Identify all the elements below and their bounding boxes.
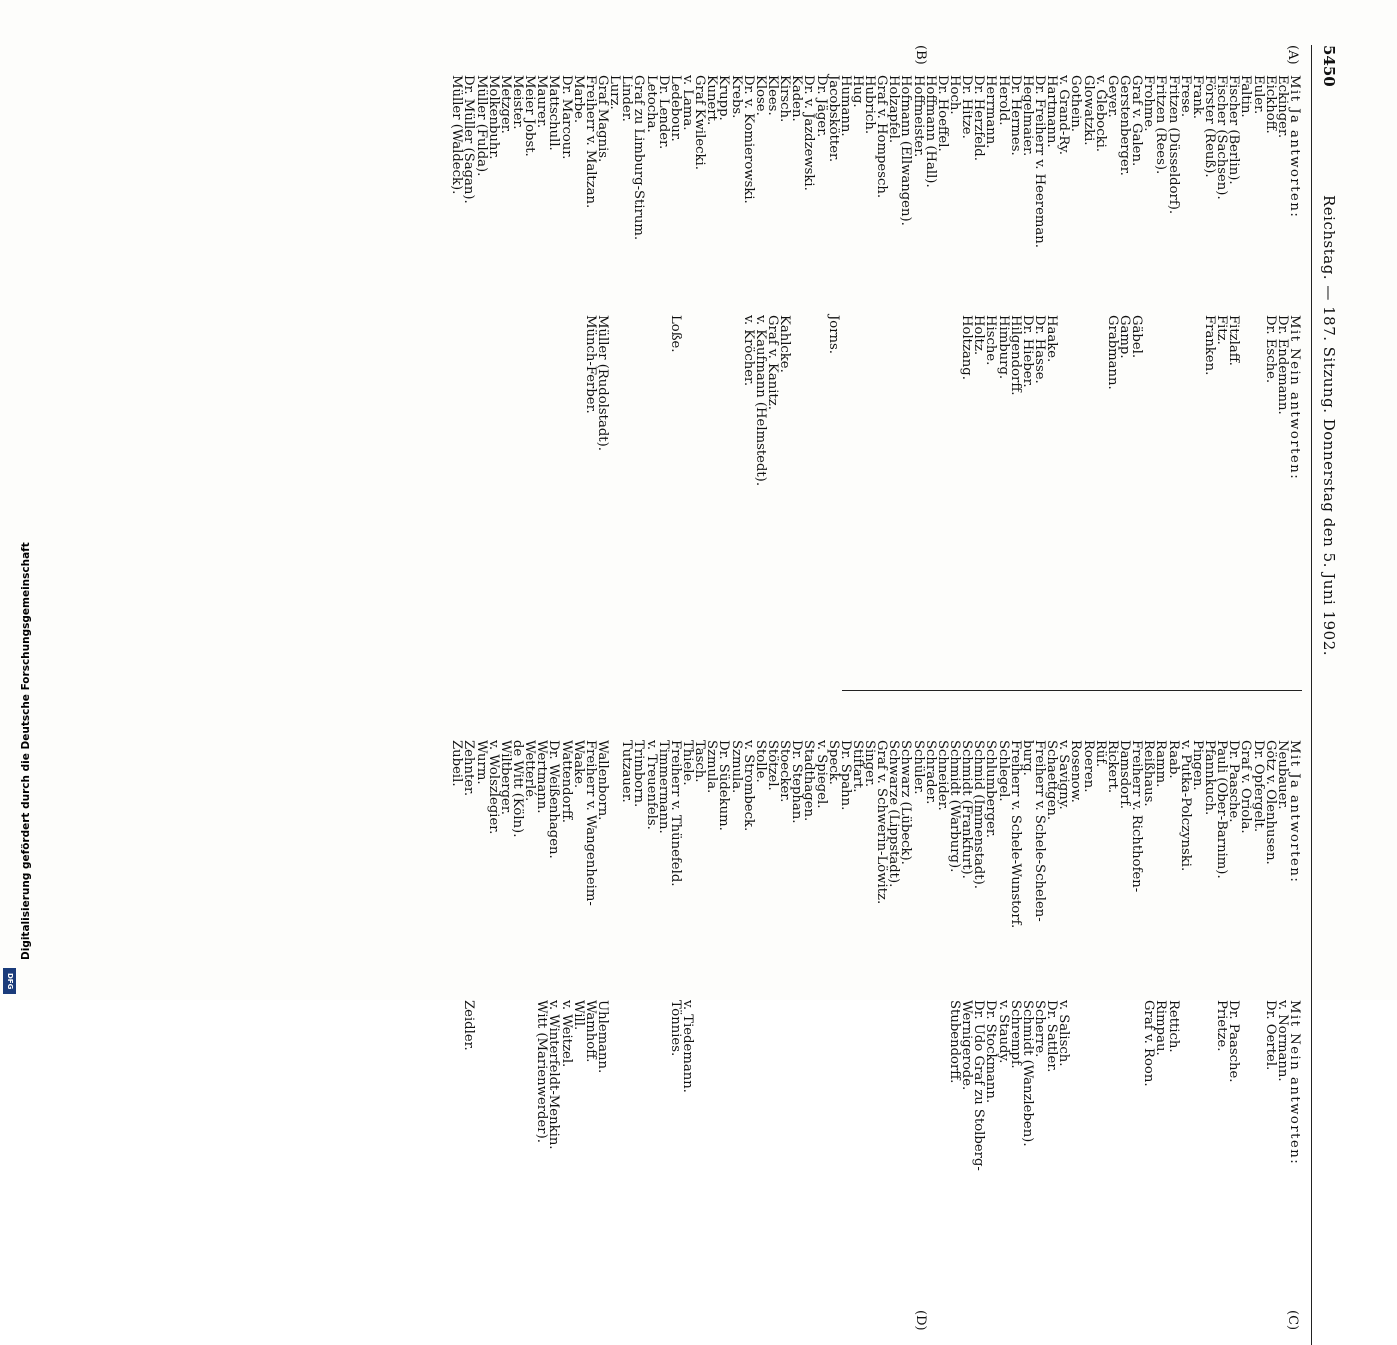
- name-entry: [657, 315, 669, 486]
- name-entry: [754, 1000, 766, 1171]
- name-entry: Witt (Marienwerder).: [534, 1000, 550, 1143]
- name-entry: Dr. Jäger.: [813, 75, 829, 138]
- name-entry: Hoffmann (Hall).: [922, 75, 938, 188]
- name-entry: Stoecker.: [777, 740, 793, 803]
- column-heading: Mit Nein antworten:: [1287, 1000, 1302, 1166]
- name-entry: Dr. Hitze.: [959, 75, 975, 139]
- header-rule: [1311, 45, 1312, 1345]
- name-entry: Graf v. Roon.: [1141, 1000, 1157, 1087]
- name-entry: Wurm.: [473, 740, 489, 785]
- name-entry: Maurer.: [534, 75, 550, 129]
- name-entry: Linder.: [619, 75, 635, 122]
- name-entry: Graf v. Schwerin-Löwitz.: [874, 740, 890, 905]
- name-entry: [657, 1000, 669, 1171]
- name-entry: [912, 1000, 924, 1171]
- name-entry: Fritzen (Rees).: [1153, 75, 1169, 175]
- name-entry: Wiltberger.: [497, 740, 513, 815]
- name-entry: Müller (Fulda).: [473, 75, 489, 177]
- name-entry: Eckinger.: [1274, 75, 1290, 139]
- name-entry: [1106, 1000, 1118, 1171]
- name-entry: Jorns.: [825, 315, 841, 354]
- name-entry: [802, 1000, 814, 1171]
- name-entry: Zubeil.: [449, 740, 465, 787]
- name-entry: Dr. Spahn.: [837, 740, 853, 811]
- name-entry: v. Staudy.: [995, 1000, 1011, 1064]
- name-entry: Thiele.: [679, 740, 695, 786]
- name-entry: Förster (Reuß).: [1202, 75, 1218, 178]
- name-entry: Pingen.: [1189, 740, 1205, 791]
- name-entry: [924, 1000, 936, 1171]
- name-entry: Dr. Hermes.: [1007, 75, 1023, 156]
- name-entry: Dr. v. Komierowski.: [740, 75, 756, 204]
- name-entry: Rickert.: [1104, 740, 1120, 794]
- name-entry: [705, 1000, 717, 1171]
- name-entry: v. Kaufmann (Helmstedt).: [752, 315, 768, 487]
- name-entry: Geyer.: [1104, 75, 1120, 118]
- name-entry: Metzger.: [497, 75, 513, 134]
- name-entry: v. Glebocki.: [1092, 75, 1108, 152]
- name-entry: Dr. Paasche.: [1226, 1000, 1242, 1083]
- name-entry: Waake.: [570, 740, 586, 789]
- name-entry: Trimborn.: [631, 740, 647, 808]
- name-entry: Graf Kwilecki.: [692, 75, 708, 170]
- name-entry: [1154, 315, 1166, 486]
- name-entry: Ledebour.: [667, 75, 683, 142]
- name-entry: Tönnies.: [667, 1000, 683, 1057]
- name-entry: [693, 315, 705, 486]
- name-entry: Dr. Weißenhagen.: [546, 740, 562, 859]
- name-entry: Freiherr v. Schele-Wunstorf.: [1007, 740, 1023, 929]
- name-entry: Wallenborn.: [594, 740, 610, 821]
- name-entry: Glowatzki.: [1080, 75, 1096, 146]
- name-entry: v. Wolszlegier.: [485, 740, 501, 835]
- margin-mark-b: (B): [913, 45, 928, 65]
- name-entry: Klose.: [752, 75, 768, 116]
- name-entry: [936, 315, 948, 486]
- name-entry: Schüler.: [910, 740, 926, 795]
- name-entry: Herrmann.: [983, 75, 999, 149]
- name-entry: [1251, 1000, 1263, 1171]
- name-entry: Dr. v. Jazdzewski.: [801, 75, 817, 191]
- name-entry: Damsdorf.: [1117, 740, 1133, 809]
- name-entry: [1081, 1000, 1093, 1171]
- name-entry: Singer.: [862, 740, 878, 788]
- name-entry: Eickhoff.: [1262, 75, 1278, 134]
- name-entry: Klees.: [764, 75, 780, 116]
- name-entry: Gothein.: [1068, 75, 1084, 132]
- name-entry: [632, 315, 644, 486]
- name-entry: [1057, 315, 1069, 486]
- name-entry: Dr. Opfergelt.: [1250, 740, 1266, 833]
- name-entry: Gäbel.: [1129, 315, 1145, 359]
- name-entry: [620, 1000, 632, 1171]
- name-entry: Hoffmeister.: [910, 75, 926, 158]
- name-entry: Hoch.: [947, 75, 963, 115]
- name-entry: [887, 315, 899, 486]
- name-entry: Graf v. Oriola.: [1238, 740, 1254, 834]
- digitization-note: Digitalisierung gefördert durch die Deutsche Forschungsgemeinschaft: [20, 542, 32, 960]
- name-entry: [511, 1000, 523, 1171]
- name-entry: Frank.: [1189, 75, 1205, 119]
- name-entry: [742, 1000, 754, 1171]
- name-entry: Scherre.: [1032, 1000, 1048, 1058]
- column-left-no: [584, 315, 1300, 486]
- name-entry: Dr. Marcour.: [558, 75, 574, 160]
- name-entry: Dr. Freiherr v. Heereman.: [1032, 75, 1048, 248]
- name-entry: Hubrich.: [862, 75, 878, 135]
- name-entry: Dr. Stockmann.: [983, 1000, 999, 1104]
- name-entry: Fischer (Berlin).: [1226, 75, 1242, 185]
- name-entry: [1069, 315, 1081, 486]
- name-entry: Dr. Herzfeld.: [971, 75, 987, 161]
- name-entry: v. Grand-Ry.: [1056, 75, 1072, 155]
- name-entry: v. Savigny.: [1056, 740, 1072, 810]
- name-entry: v. Spiegel.: [813, 740, 829, 809]
- name-entry: [875, 315, 887, 486]
- name-entry: Graf v. Kanitz.: [764, 315, 780, 410]
- name-entry: [1179, 315, 1191, 486]
- name-entry: Wattendorff.: [558, 740, 574, 823]
- name-entry: Frese.: [1177, 75, 1193, 118]
- name-entry: Kunert.: [704, 75, 720, 126]
- name-entry: Speck.: [825, 740, 841, 785]
- name-entry: Stadthagen.: [801, 740, 817, 822]
- name-entry: Szmula.: [728, 740, 744, 794]
- name-entry: Mattschull.: [546, 75, 562, 151]
- name-entry: Loße.: [667, 315, 683, 353]
- name-entry: Dr. Esche.: [1262, 315, 1278, 384]
- name-entry: Rosenow.: [1068, 740, 1084, 803]
- name-entry: Timmermann.: [655, 740, 671, 834]
- name-entry: Freiherr v. Wangenheim-: [582, 740, 598, 906]
- name-entry: Uhlemann.: [594, 1000, 610, 1074]
- column-right-yes: [450, 740, 1300, 928]
- name-entry: [851, 315, 863, 486]
- name-entry: v. Normann.: [1274, 1000, 1290, 1082]
- name-entry: Hartmann.: [1044, 75, 1060, 148]
- name-entry: Graf v. Galen.: [1129, 75, 1145, 167]
- name-entry: Zeidler.: [461, 1000, 477, 1051]
- name-entry: [1239, 1000, 1251, 1171]
- name-entry: Hische.: [983, 315, 999, 366]
- name-entry: v. Strombeck.: [740, 740, 756, 832]
- name-entry: Frohme.: [1141, 75, 1157, 132]
- name-entry: Dr. Hasse.: [1032, 315, 1048, 384]
- margin-mark-c: (C): [1285, 1310, 1300, 1331]
- name-entry: [899, 315, 911, 486]
- name-entry: Stubendorff.: [947, 1000, 963, 1084]
- margin-mark-d: (D): [913, 1310, 928, 1331]
- name-entry: Schrempf.: [1007, 1000, 1023, 1069]
- name-entry: [620, 315, 632, 486]
- name-entry: Schwarz (Lübeck).: [898, 740, 914, 865]
- name-entry: Wernigerode.: [959, 1000, 975, 1091]
- name-entry: Meier Jobst.: [522, 75, 538, 157]
- name-entry: Graf v. Hompesch.: [874, 75, 890, 199]
- name-entry: Dr. Oertel.: [1262, 1000, 1278, 1071]
- name-entry: Schrader.: [922, 740, 938, 805]
- name-entry: [839, 1000, 851, 1171]
- name-entry: [1203, 1000, 1215, 1171]
- name-entry: Schlegel.: [995, 740, 1011, 802]
- name-entry: Gamp.: [1117, 315, 1133, 359]
- name-entry: Freiherr v. Maltzan.: [582, 75, 598, 209]
- name-entry: Zehnter.: [461, 740, 477, 797]
- name-entry: Neubauer.: [1274, 740, 1290, 810]
- name-entry: Fitzlaff.: [1226, 315, 1242, 366]
- name-entry: v. Lama.: [679, 75, 695, 131]
- name-entry: Szmula.: [704, 740, 720, 794]
- name-entry: Kirsch.: [777, 75, 793, 123]
- name-entry: Hofmann (Ellwangen).: [898, 75, 914, 226]
- name-entry: v. Tiedemann.: [679, 1000, 695, 1093]
- name-entry: [802, 315, 814, 486]
- name-entry: Graf zu Limburg-Stirum.: [631, 75, 647, 241]
- name-entry: v. Weitzel.: [558, 1000, 574, 1068]
- name-entry: Graf Magnis.: [594, 75, 610, 163]
- name-entry: [1239, 315, 1251, 486]
- name-entry: [912, 315, 924, 486]
- name-entry: Dr. Udo Graf zu Stolberg-: [971, 1000, 987, 1171]
- name-entry: Wetterlé.: [522, 740, 538, 802]
- name-entry: Krupp.: [716, 75, 732, 121]
- name-entry: Müller (Waldeck).: [449, 75, 465, 195]
- name-entry: [729, 315, 741, 486]
- name-entry: Tutzauer.: [619, 740, 635, 803]
- name-entry: [644, 1000, 656, 1171]
- name-entry: Dr. Hieber.: [1019, 315, 1035, 388]
- name-entry: Wamhoff.: [582, 1000, 598, 1063]
- name-entry: Euler.: [1250, 75, 1266, 115]
- name-entry: Meister.: [510, 75, 525, 130]
- name-entry: Stolle.: [752, 740, 768, 783]
- name-entry: Ramm.: [1153, 740, 1169, 788]
- page-header: [1310, 45, 1340, 1345]
- name-entry: Haake.: [1044, 315, 1060, 363]
- name-entry: Schwarze (Lippstadt).: [886, 740, 902, 888]
- name-entry: [693, 1000, 705, 1171]
- name-entry: Dr. Hoeffel.: [934, 75, 950, 152]
- name-entry: [778, 1000, 790, 1171]
- name-entry: [1191, 1000, 1203, 1171]
- name-entry: Letocha.: [643, 75, 659, 133]
- name-entry: [632, 1000, 644, 1171]
- name-entry: Will.: [570, 1000, 586, 1031]
- name-entry: v. Putka-Polczynski.: [1177, 740, 1193, 872]
- name-entry: Raab.: [1165, 740, 1181, 779]
- name-entry: Franken.: [1202, 315, 1218, 376]
- name-entry: [644, 315, 656, 486]
- name-entry: Dr. Sattler.: [1044, 1000, 1060, 1073]
- name-entry: Kaden.: [789, 75, 805, 122]
- name-entry: [814, 1000, 826, 1171]
- name-entry: Dr. Paasche.: [1226, 740, 1242, 823]
- name-entry: Grabmann.: [1104, 315, 1120, 390]
- name-entry: Herold.: [995, 75, 1011, 126]
- name-entry: [499, 1000, 511, 1171]
- name-entry: [1081, 315, 1093, 486]
- name-entry: [887, 1000, 899, 1171]
- name-entry: [608, 1000, 620, 1171]
- column-left-yes: [450, 75, 1300, 248]
- name-entry: [1118, 1000, 1130, 1171]
- name-entry: Molkenbuhr.: [485, 75, 501, 160]
- name-entry: Schmidt (Frankfurt).: [959, 740, 975, 879]
- name-entry: de Witt (Köln).: [510, 740, 525, 838]
- name-entry: Marbe.: [570, 75, 586, 124]
- name-entry: Krebs.: [728, 75, 744, 119]
- name-entry: Schneider.: [934, 740, 950, 811]
- name-entry: [863, 315, 875, 486]
- name-entry: Himburg.: [995, 315, 1011, 380]
- name-entry: Schmidt (Warburg).: [947, 740, 963, 873]
- name-entry: [851, 1000, 863, 1171]
- name-entry: [705, 315, 717, 486]
- name-entry: [1094, 315, 1106, 486]
- name-entry: [1069, 1000, 1081, 1171]
- name-entry: Holzapfel.: [886, 75, 902, 144]
- column-divider: [842, 690, 1302, 691]
- name-entry: Dr. Endemann.: [1274, 315, 1290, 415]
- name-entry: [523, 1000, 535, 1171]
- name-entry: Freiherr v. Schele-Schelen-: [1032, 740, 1048, 922]
- name-entry: [814, 315, 826, 486]
- name-entry: Dr. Müller (Sagan).: [461, 75, 477, 204]
- name-entry: Kahlcke.: [777, 315, 793, 373]
- name-entry: Münch-Ferber.: [582, 315, 598, 414]
- column-right-no: [462, 1000, 1300, 1171]
- name-entry: Schlumberger.: [983, 740, 999, 838]
- name-entry: Freiherr v. Richthofen-: [1129, 740, 1145, 893]
- column-heading: Mit Ja antworten:: [1287, 75, 1302, 219]
- name-entry: Hug.: [849, 75, 865, 108]
- name-entry: Reißhaus.: [1141, 740, 1157, 807]
- name-entry: [1251, 315, 1263, 486]
- name-entry: [875, 1000, 887, 1171]
- name-entry: Prietze.: [1214, 1000, 1230, 1052]
- page-number: 5450: [1320, 45, 1338, 87]
- margin-mark-a: (A): [1285, 45, 1300, 65]
- name-entry: Faltin.: [1238, 75, 1254, 118]
- name-entry: Rettich.: [1165, 1000, 1181, 1053]
- name-entry: [474, 1000, 486, 1171]
- name-entry: Jacobskötter.: [825, 75, 841, 163]
- name-entry: [1179, 1000, 1191, 1171]
- name-entry: Hegelmaier.: [1019, 75, 1035, 157]
- dfg-logo: DFG: [3, 968, 16, 994]
- name-entry: [1166, 315, 1178, 486]
- name-entry: Tasch.: [692, 740, 708, 783]
- name-entry: Stötzel.: [764, 740, 780, 791]
- name-entry: [487, 1000, 499, 1171]
- name-entry: Rüf.: [1092, 740, 1108, 768]
- name-entry: Fritzen (Düsseldorf).: [1165, 75, 1181, 215]
- name-entry: [936, 1000, 948, 1171]
- name-entry: [729, 1000, 741, 1171]
- name-entry: Humann.: [837, 75, 853, 137]
- name-entry: burg.: [1019, 740, 1035, 776]
- name-entry: [1094, 1000, 1106, 1171]
- rotated-page: [40, 45, 1340, 1331]
- name-entry: [899, 1000, 911, 1171]
- column-heading: Mit Nein antworten:: [1287, 315, 1302, 481]
- name-entry: v. Salisch.: [1056, 1000, 1072, 1067]
- name-entry: Hilgendorff.: [1007, 315, 1023, 396]
- name-entry: Rimpau.: [1153, 1000, 1169, 1056]
- name-entry: Dr. Lender.: [655, 75, 671, 150]
- name-entry: [717, 315, 729, 486]
- name-entry: Götz v. Olenhusen.: [1262, 740, 1278, 865]
- name-entry: Stiftart.: [849, 740, 865, 793]
- page-title: Reichstag. — 187. Sitzung. Donnerstag den 5. Juni 1902.: [1320, 195, 1338, 657]
- name-entry: Dr. Stephan.: [789, 740, 805, 824]
- name-entry: Pfannkuch.: [1202, 740, 1218, 816]
- name-entry: [766, 1000, 778, 1171]
- name-entry: [827, 1000, 839, 1171]
- name-entry: [717, 1000, 729, 1171]
- name-entry: Schaettgen.: [1044, 740, 1060, 821]
- name-entry: v. Winterfeldt-Menkin.: [546, 1000, 562, 1150]
- name-entry: Freiherr v. Thünefeld.: [667, 740, 683, 887]
- name-entry: Fischer (Sachsen).: [1214, 75, 1230, 200]
- name-entry: [790, 1000, 802, 1171]
- name-entry: Gerstenberger.: [1117, 75, 1133, 176]
- name-entry: v. Kröcher.: [740, 315, 756, 387]
- column-heading: Mit Ja antworten:: [1287, 740, 1302, 884]
- name-entry: [924, 315, 936, 486]
- name-entry: Müller (Rudolstadt).: [594, 315, 610, 451]
- name-entry: Dr. Südekum.: [716, 740, 732, 831]
- name-entry: v. Treuenfels.: [643, 740, 659, 830]
- name-entry: Wertmann.: [534, 740, 550, 814]
- name-entry: Pauli (Ober-Barnim).: [1214, 740, 1230, 879]
- name-entry: Roeren.: [1080, 740, 1096, 793]
- name-entry: [863, 1000, 875, 1171]
- name-entry: Lurz.: [607, 75, 623, 110]
- name-entry: Fitz.: [1214, 315, 1230, 345]
- name-entry: Holtzang.: [959, 315, 975, 380]
- name-entry: Schmid (Immenstadt).: [971, 740, 987, 889]
- name-entry: Schmidt (Wanzleben).: [1019, 1000, 1035, 1147]
- name-entry: [1130, 1000, 1142, 1171]
- name-entry: Holtz.: [971, 315, 987, 356]
